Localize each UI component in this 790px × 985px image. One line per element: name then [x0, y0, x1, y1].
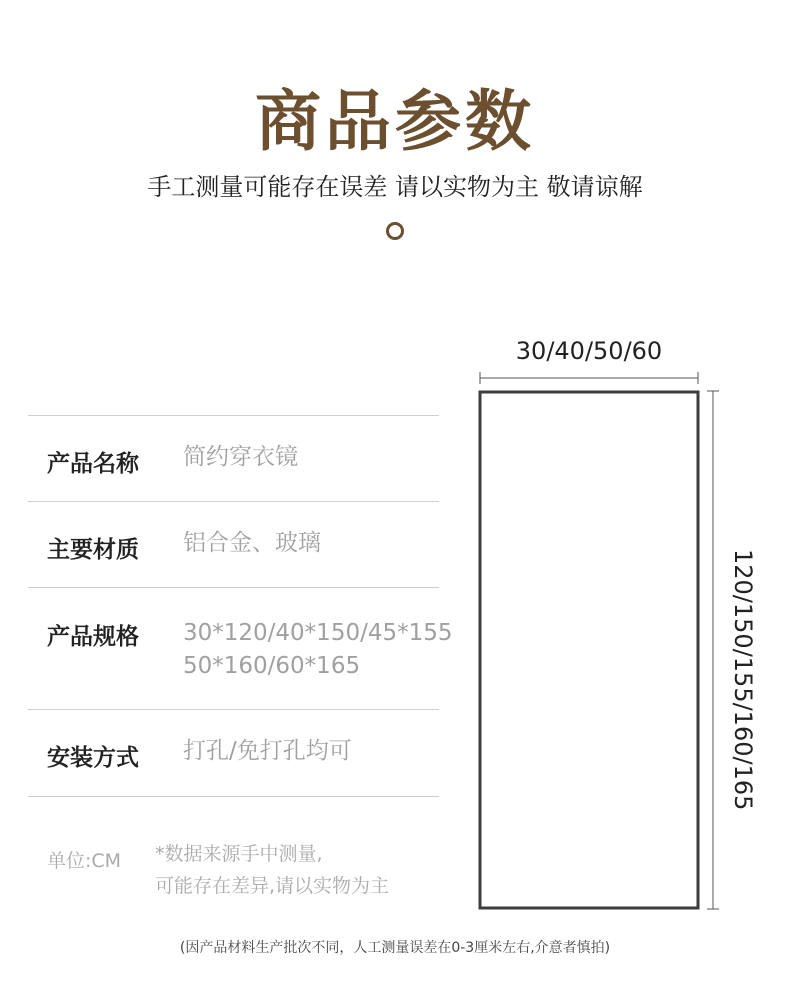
param-label-spec: 产品规格 — [47, 624, 139, 650]
param-value-spec-line1: 30*120/40*150/45*155 — [183, 620, 453, 646]
height-label: 120/150/155/160/165 — [729, 549, 757, 811]
param-label-name: 产品名称 — [47, 451, 139, 477]
param-value-install: 打孔/免打孔均可 — [183, 738, 352, 764]
param-value-material: 铝合金、玻璃 — [183, 530, 321, 556]
width-label: 30/40/50/60 — [515, 337, 663, 365]
note-line-2: 可能存在差异,请以实物为主 — [155, 875, 390, 897]
note-line-1: *数据来源手中测量, — [155, 843, 323, 865]
param-label-install: 安装方式 — [47, 745, 139, 771]
param-value-spec-line2: 50*160/60*165 — [183, 653, 361, 679]
mirror-frame — [480, 392, 698, 908]
page-title: 商品参数 — [255, 83, 535, 160]
unit-label: 单位:CM — [47, 850, 122, 872]
param-value-name: 简约穿衣镜 — [183, 444, 298, 470]
subtitle: 手工测量可能存在误差 请以实物为主 敬请谅解 — [147, 173, 643, 201]
param-label-material: 主要材质 — [47, 537, 139, 563]
footer-disclaimer: (因产品材料生产批次不同，人工测量误差在0-3厘米左右,介意者慎拍) — [179, 940, 611, 956]
